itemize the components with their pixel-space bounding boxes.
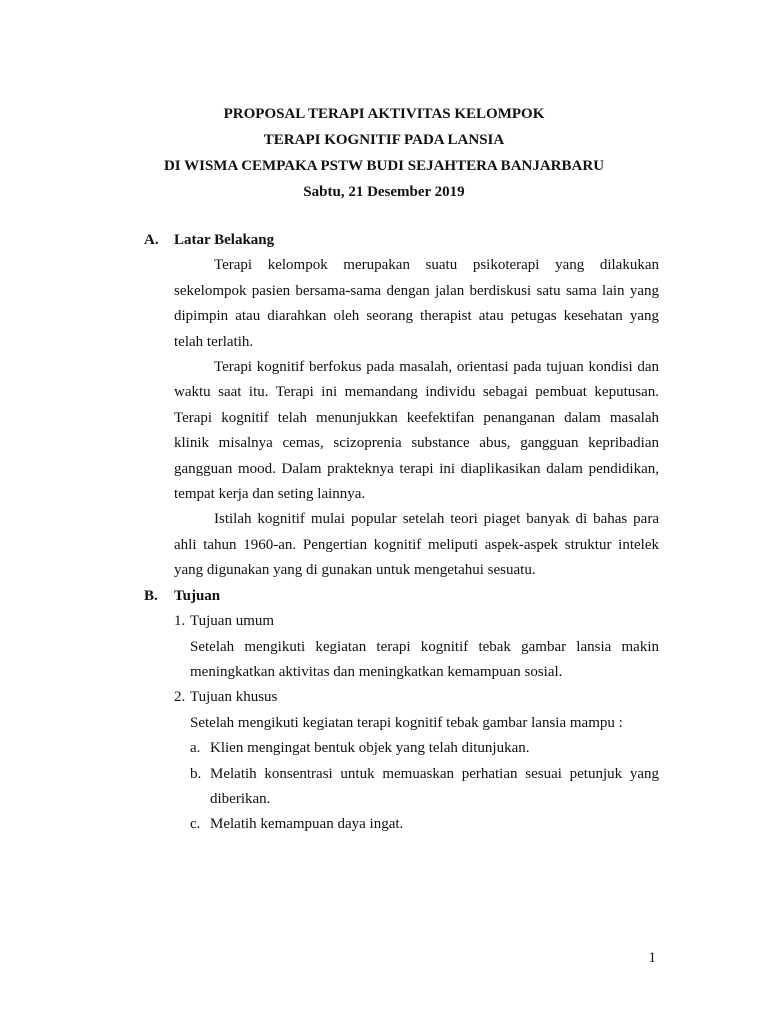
- sub-text: Melatih kemampuan daya ingat.: [210, 816, 404, 833]
- section-a-letter: A.: [144, 232, 159, 248]
- sub-letter: a.: [190, 740, 201, 757]
- list-item-tujuan-umum: [174, 609, 659, 634]
- title-line-3: DI WISMA CEMPAKA PSTW BUDI SEJAHTERA BANJARBARU: [163, 158, 605, 174]
- paragraph-2: Terapi kognitif berfokus pada masalah, orientasi pada tujuan kondisi dan waktu saat itu. Terapi ini memandang individu sebagai pembuat keputusan. Terapi kognitif telah menunjukkan keefektifan penanganan dalam masalah klinik misalnya cemas, scizoprenia substance abus, gangguan kepribadian gangguan mood. Dalam prakteknya terapi ini diaplikasikan dalam pendidikan, tempat kerja dan seting lainnya.: [174, 359, 659, 503]
- paragraph-3: Istilah kognitif mulai popular setelah teori piaget banyak di bahas para ahli tahun 1960-an. Pengertian kognitif meliputi aspek-aspek struktur intelek yang digunakan yang di gunakan untuk mengetahui sesuatu.: [174, 511, 659, 579]
- item-number: 2.: [174, 689, 186, 706]
- section-b-heading: [144, 584, 659, 609]
- paragraph-1: Terapi kelompok merupakan suatu psikoterapi yang dilakukan sekelompok pasien bersama-sama dengan jalan berdiskusi satu sama lain yang dipimpin atau diarahkan oleh seorang therapist atau petugas kesehatan yang telah terlatih.: [174, 257, 659, 350]
- section-b-letter: B.: [144, 587, 158, 604]
- tujuan-khusus-intro: Setelah mengikuti kegiatan terapi kognitif tebak gambar lansia mampu :: [190, 714, 623, 731]
- sub-text: Klien mengingat bentuk objek yang telah ditunjukan.: [210, 740, 530, 757]
- section-b-title: Tujuan: [174, 587, 221, 604]
- sub-letter: c.: [190, 816, 201, 833]
- sub-text: Melatih konsentrasi untuk memuaskan perhatian sesuai petunjuk yang diberikan.: [210, 765, 659, 807]
- title-line-1: PROPOSAL TERAPI AKTIVITAS KELOMPOK: [223, 106, 545, 122]
- item-number: 1.: [174, 613, 186, 630]
- tujuan-umum-text: Setelah mengikuti kegiatan terapi kognitif tebak gambar lansia makin meningkatkan aktivitas dan meningkatkan kemampuan sosial.: [190, 638, 659, 680]
- sub-item-a: [190, 736, 659, 761]
- section-a-title: Latar Belakang: [174, 232, 275, 248]
- sub-item-b: [190, 762, 659, 813]
- sub-item-c: [190, 812, 659, 837]
- item-label: Tujuan khusus: [190, 689, 278, 706]
- document-title: [0, 101, 768, 205]
- sub-letter: b.: [190, 765, 202, 782]
- title-date: Sabtu, 21 Desember 2019: [303, 184, 465, 200]
- section-a-heading: [144, 228, 659, 253]
- document-body: [144, 228, 659, 838]
- item-label: Tujuan umum: [190, 613, 275, 630]
- title-line-2: TERAPI KOGNITIF PADA LANSIA: [263, 132, 505, 148]
- list-item-tujuan-khusus: [174, 685, 659, 710]
- page-number: 1: [648, 950, 656, 966]
